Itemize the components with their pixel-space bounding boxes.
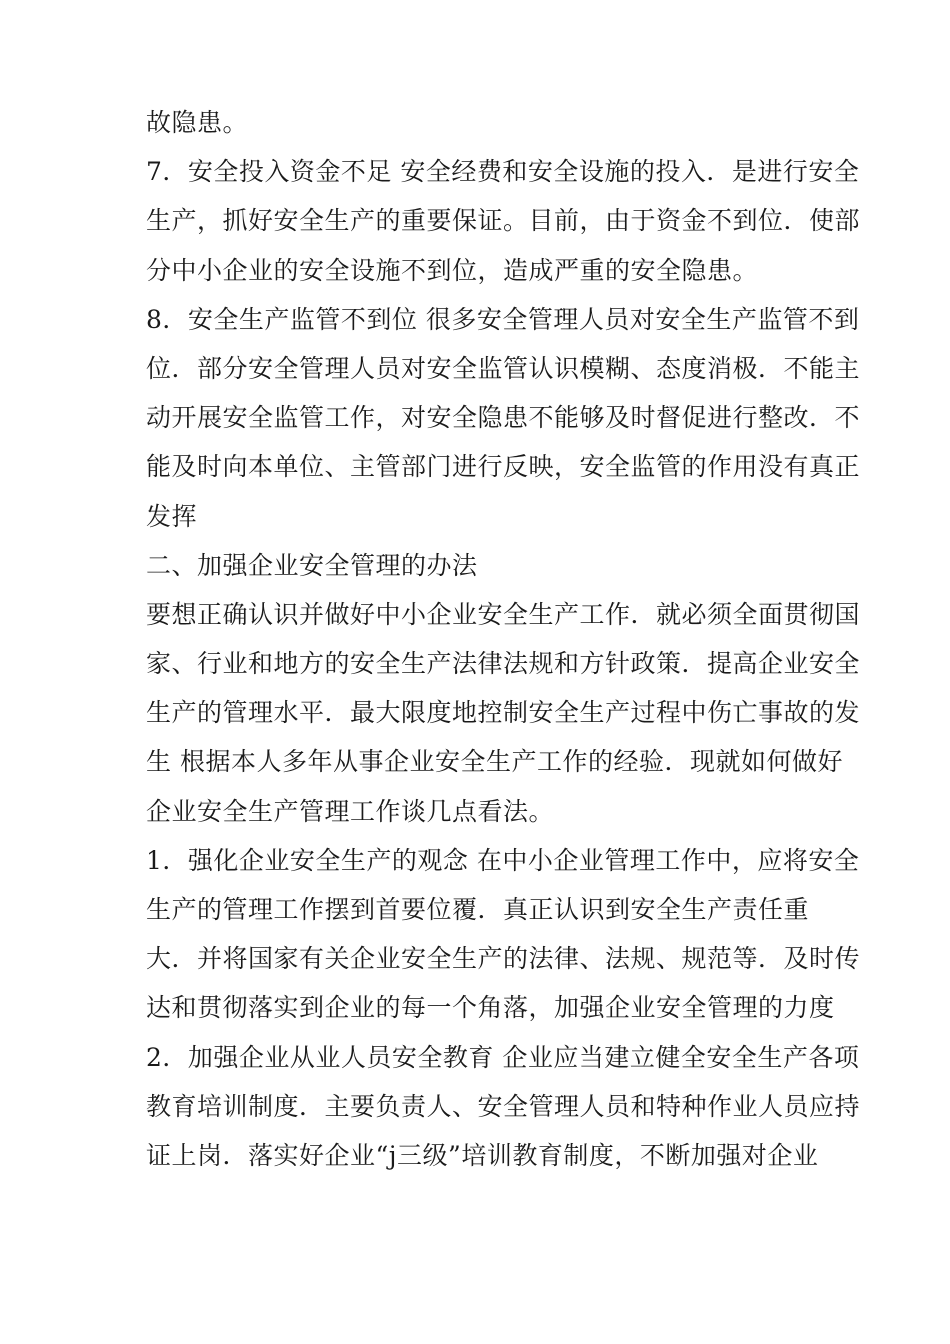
text-line: 7．安全投入资金不足 安全经费和安全设施的投入．是进行安全 (146, 157, 860, 187)
text-line: 能及时向本单位、主管部门进行反映，安全监管的作用没有真正 (146, 452, 861, 482)
document-body (146, 98, 861, 1180)
text-line: 企业安全生产管理工作谈几点看法。 (146, 796, 555, 826)
text-line: 发挥 (146, 501, 198, 531)
text-line: 故隐患。 (146, 108, 249, 137)
text-line: 生产，抓好安全生产的重要保证。目前，由于资金不到位．使部 (146, 206, 861, 236)
text-line: 2．加强企业从业人员安全教育 企业应当建立健全安全生产各项 (146, 1042, 860, 1072)
text-line: 生产的管理工作摆到首要位覆．真正认识到安全生产责任重 (146, 895, 810, 924)
text-line: 证上岗．落实好企业“j三级”培训教育制度，不断加强对企业 (146, 1140, 819, 1170)
text-line: 要想正确认识并做好中小企业安全生产工作．就必须全面贯彻国 (146, 599, 861, 629)
text-line: 生 根据本人多年从事企业安全生产工作的经验．现就如何做好 (146, 747, 843, 777)
text-line: 动开展安全监管工作，对安全隐患不能够及时督促进行整改．不 (146, 403, 861, 433)
text-line: 大．并将国家有关企业安全生产的法律、法规、规范等．及时传 (146, 944, 861, 974)
text-line: 1．强化企业安全生产的观念 在中小企业管理工作中，应将安全 (146, 845, 860, 875)
text-line: 分中小企业的安全设施不到位，造成严重的安全隐患。 (146, 255, 759, 285)
text-line: 生产的管理水平．最大限度地控制安全生产过程中伤亡事故的发 (146, 698, 861, 728)
text-line: 达和贯彻落实到企业的每一个角落，加强企业安全管理的力度 (146, 993, 835, 1023)
section-heading: 二、加强企业安全管理的办法 (146, 550, 478, 580)
text-line: 8．安全生产监管不到位 很多安全管理人员对安全生产监管不到 (146, 304, 860, 334)
text-line: 家、行业和地方的安全生产法律法规和方针政策．提高企业安全 (146, 649, 861, 679)
text-line: 位．部分安全管理人员对安全监管认识模糊、态度消极．不能主 (146, 353, 861, 383)
text-line: 教育培训制度．主要负责人、安全管理人员和特种作业人员应持 (146, 1091, 861, 1121)
